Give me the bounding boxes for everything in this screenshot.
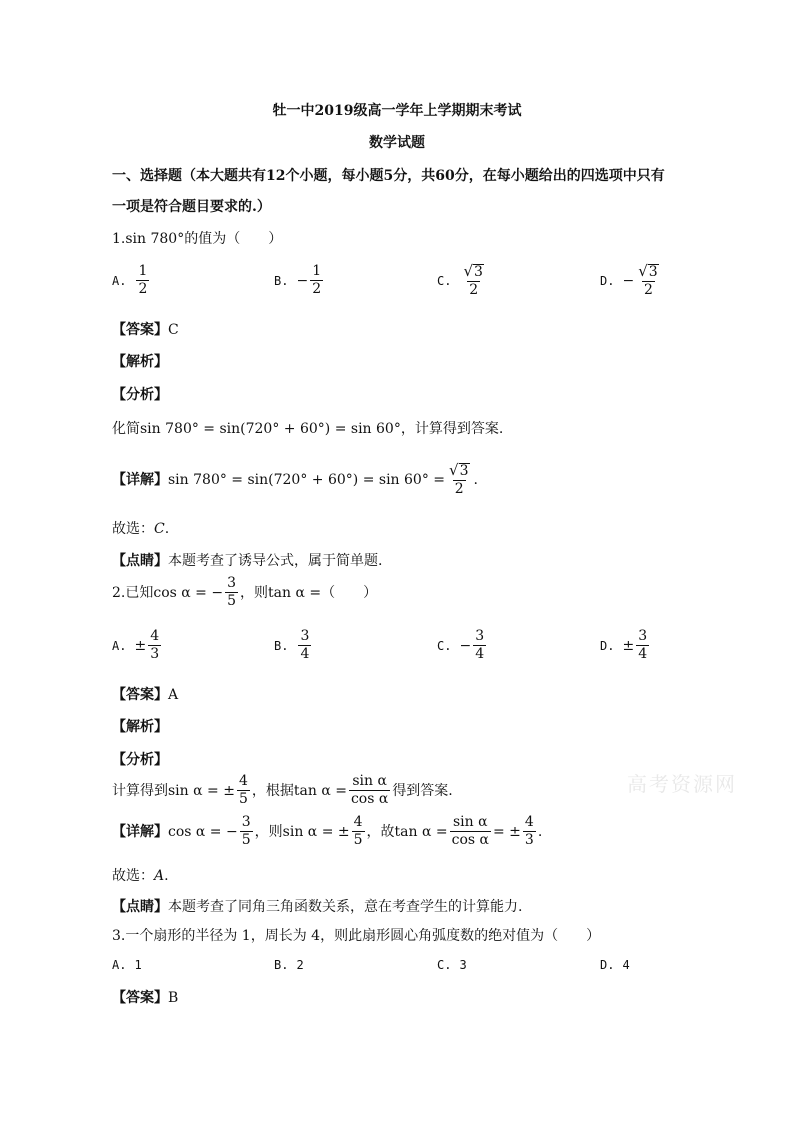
q2-option-b: B. $\frac{3}{4}$ xyxy=(274,628,310,662)
q1-answer: 【答案】C xyxy=(112,322,179,338)
q2-option-d: D. ± $\frac{3}{4}$ xyxy=(600,628,648,662)
q2-comment: 【点睛】本题考查了同角三角函数关系，意在考查学生的计算能力. xyxy=(112,899,523,915)
q2-option-c: C. − $\frac{3}{4}$ xyxy=(437,628,485,662)
q1-analysis-label: 【解析】 xyxy=(112,354,168,370)
q3-option-b: B. 2 xyxy=(274,958,304,972)
q1-detail: 【详解】 sin 780° = sin(720° + 60°) = sin 60° = √ 3 2 . xyxy=(112,461,478,497)
q1-fenxi-label: 【分析】 xyxy=(112,387,168,403)
q1-fenxi: 化简sin 780° = sin(720° + 60°) = sin 60°，计算得到答案. xyxy=(112,421,504,437)
q1-option-a: A. $\frac{1}{2}$ xyxy=(112,263,148,297)
page-subtitle: 数学试题 xyxy=(369,135,425,151)
section-heading-line2: 一项是符合题目要求的.） xyxy=(112,199,271,215)
q3-stem: 3.一个扇形的半径为 1，周长为 4，则此扇形圆心角弧度数的绝对值为（ ） xyxy=(112,928,601,944)
page-title: 牡一中2019级高一学年上学期期末考试 xyxy=(272,103,522,119)
q3-option-c: C. 3 xyxy=(437,958,467,972)
q2-fenxi-label: 【分析】 xyxy=(112,752,168,768)
q1-choose: 故选：C. xyxy=(112,521,170,537)
q2-choose: 故选：A. xyxy=(112,868,169,884)
q1-option-b: B. − $\frac{1}{2}$ xyxy=(274,263,322,297)
q3-answer: 【答案】B xyxy=(112,990,179,1006)
q1-option-c: C. √ 3 2 xyxy=(437,262,483,298)
q2-option-a: A. ± $\frac{4}{3}$ xyxy=(112,628,160,662)
watermark: 高考资源网 xyxy=(627,772,737,796)
q2-analysis-label: 【解析】 xyxy=(112,719,168,735)
q3-option-d: D. 4 xyxy=(600,958,630,972)
section-heading-line1: 一、选择题（本大题共有12个小题，每小题5分，共60分，在每小题给出的四选项中只有 xyxy=(112,168,665,184)
q2-stem: 2.已知 cos α = − $\frac{3}{5}$ ，则 tan α = （ ） xyxy=(112,575,378,609)
q2-fenxi: 计算得到 sin α = ± $\frac{4}{5}$ ，根据 tan α = $\frac{\text{sin α}}{\text{cos α}}$ 得到答案. xyxy=(112,773,453,807)
q3-option-a: A. 1 xyxy=(112,958,142,972)
q1-option-d: D. − √ 3 2 xyxy=(600,262,658,298)
q1-comment: 【点睛】本题考查了诱导公式，属于简单题. xyxy=(112,553,383,569)
q2-detail: 【详解】 cos α = − $\frac{3}{5}$ ，则 sin α = ± $\frac{4}{5}$ ，故 tan α = $\frac{\text{sin α}}{\text{cos α}}$ = ± $\frac{4}{3}$ . xyxy=(112,814,543,848)
q1-stem: 1.sin 780°的值为（ ） xyxy=(112,231,283,247)
q2-answer: 【答案】A xyxy=(112,687,179,703)
